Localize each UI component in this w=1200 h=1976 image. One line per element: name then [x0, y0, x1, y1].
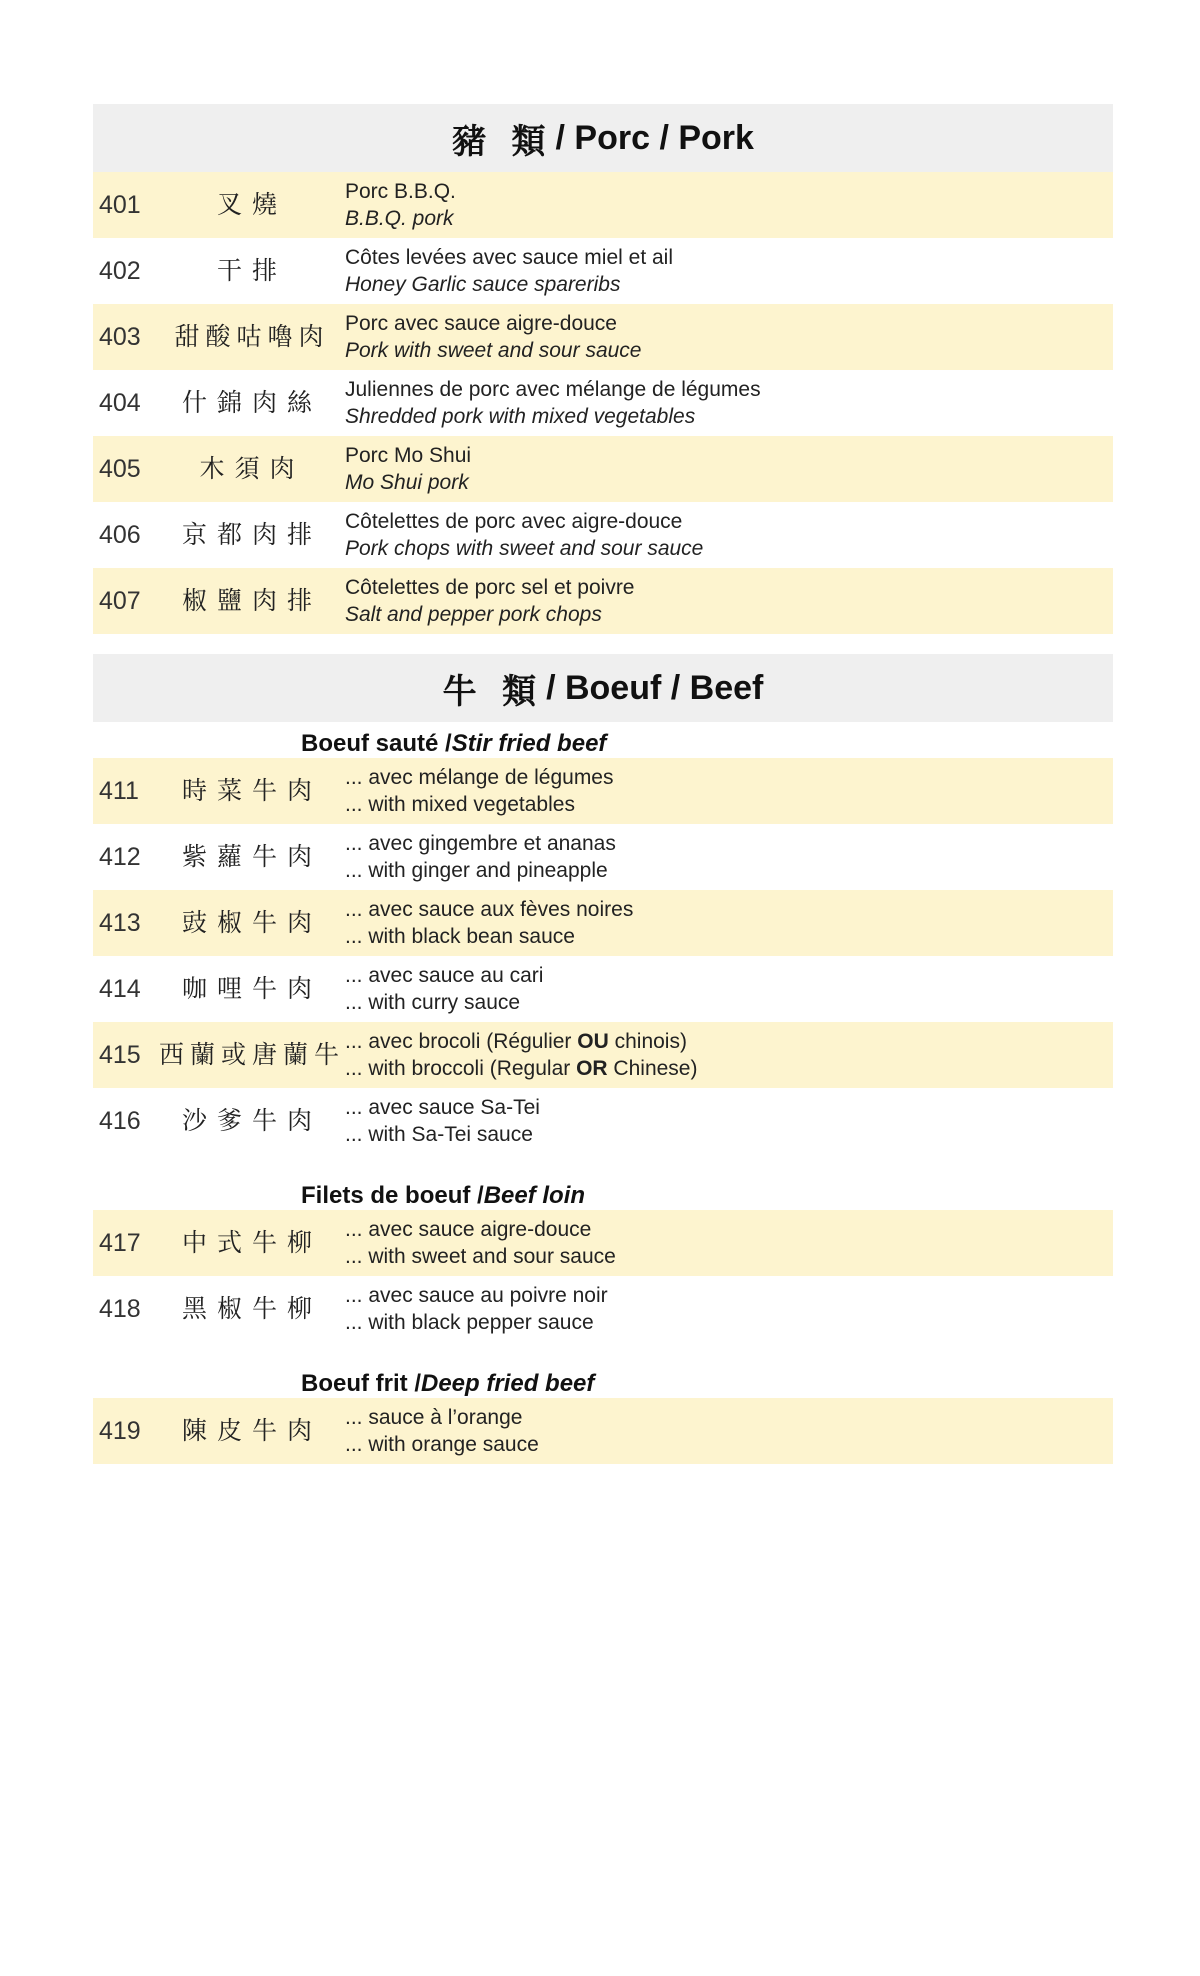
- item-name-cn: 紫蘿牛肉: [181, 841, 322, 871]
- item-name-en: ... with black pepper sauce: [345, 1311, 594, 1334]
- item-name-cn: 京都肉排: [181, 519, 322, 549]
- item-name-cn: 豉椒牛肉: [181, 907, 322, 937]
- item-number: 407: [99, 586, 141, 615]
- menu-item: [93, 758, 1113, 824]
- item-number: 404: [99, 388, 141, 417]
- item-name-cn: 叉燒: [216, 189, 287, 219]
- pork-section-header: [93, 104, 1113, 172]
- item-name-fr: Porc avec sauce aigre-douce: [345, 312, 617, 335]
- menu-item: [93, 502, 1113, 568]
- item-name-fr: Côtelettes de porc avec aigre-douce: [345, 510, 683, 533]
- item-description: [345, 764, 614, 818]
- item-description: [345, 1028, 697, 1082]
- item-description: [345, 896, 633, 950]
- item-name-cn: 陳皮牛肉: [181, 1415, 322, 1445]
- item-description: [345, 310, 641, 364]
- deep-fried-heading-en: Deep fried beef: [421, 1370, 595, 1397]
- item-name-cn: 干排: [216, 255, 287, 285]
- item-name-en: ... with curry sauce: [345, 991, 521, 1014]
- item-name-en: B.B.Q. pork: [345, 207, 454, 230]
- item-name-en-emphasis: OR: [576, 1057, 608, 1080]
- menu-item: [93, 304, 1113, 370]
- item-number: 402: [99, 256, 141, 285]
- item-name-fr: ... avec mélange de légumes: [345, 766, 614, 789]
- section-spacer: [93, 634, 1113, 654]
- beef-section-header: [93, 654, 1113, 722]
- item-number: 403: [99, 322, 141, 351]
- item-name-fr: ... avec gingembre et ananas: [345, 832, 616, 855]
- pork-title-cn: 豬 類: [452, 122, 554, 161]
- item-name-en: Mo Shui pork: [345, 471, 469, 494]
- item-number: 414: [99, 974, 141, 1003]
- item-number: 406: [99, 520, 141, 549]
- menu-item: [93, 568, 1113, 634]
- menu-item: [93, 1088, 1113, 1154]
- menu-item: [93, 824, 1113, 890]
- deep-fried-heading-fr: Boeuf frit /: [301, 1370, 421, 1397]
- beef-loin-heading: [93, 1174, 1113, 1210]
- subsection-spacer: [93, 1342, 1113, 1362]
- menu-item: [93, 436, 1113, 502]
- item-name-fr: [345, 1028, 697, 1055]
- item-description: [345, 376, 761, 430]
- beef-title: / Boeuf / Beef: [546, 668, 764, 707]
- item-number: 412: [99, 842, 141, 871]
- item-name-cn: 沙爹牛肉: [181, 1105, 322, 1135]
- item-name-fr: ... avec sauce au cari: [345, 964, 544, 987]
- item-description: [345, 442, 471, 496]
- item-name-en: Pork chops with sweet and sour sauce: [345, 537, 704, 560]
- item-description: [345, 1282, 608, 1336]
- item-name-fr: Côtelettes de porc sel et poivre: [345, 576, 635, 599]
- item-name-cn: 中式牛柳: [181, 1227, 322, 1257]
- item-name-en-part: Chinese): [607, 1057, 698, 1080]
- item-number: 418: [99, 1294, 141, 1323]
- item-name-en: ... with sweet and sour sauce: [345, 1245, 616, 1268]
- beef-title-cn: 牛 類: [442, 672, 545, 711]
- subsection-spacer: [93, 1154, 1113, 1174]
- item-name-fr: Côtes levées avec sauce miel et ail: [345, 246, 673, 269]
- item-name-fr: ... avec sauce Sa-Tei: [345, 1096, 540, 1119]
- item-description: [345, 574, 635, 628]
- item-name-fr: Juliennes de porc avec mélange de légumes: [345, 378, 761, 401]
- item-description: [345, 1404, 539, 1458]
- item-name-cn: 咖哩牛肉: [181, 973, 322, 1003]
- item-name-fr: Porc B.B.Q.: [345, 180, 456, 203]
- menu-page: [93, 104, 1113, 1464]
- item-name-en: Salt and pepper pork chops: [345, 603, 602, 626]
- item-name-en-part: ... with broccoli (Regular: [345, 1057, 577, 1080]
- stir-fried-heading: [93, 722, 1113, 758]
- item-name-fr: ... avec sauce aigre-douce: [345, 1218, 592, 1241]
- item-description: [345, 244, 673, 298]
- item-name-fr-part: chinois): [608, 1030, 687, 1053]
- beef-loin-heading-en: Beef loin: [483, 1182, 586, 1209]
- item-name-fr: ... avec sauce aux fèves noires: [345, 898, 634, 921]
- item-name-en: ... with black bean sauce: [345, 925, 575, 948]
- menu-item: [93, 172, 1113, 238]
- menu-item: [93, 238, 1113, 304]
- item-description: [345, 1094, 540, 1148]
- pork-title: / Porc / Pork: [555, 118, 754, 157]
- item-number: 415: [99, 1040, 141, 1069]
- item-name-en: Honey Garlic sauce spareribs: [345, 273, 621, 296]
- item-name-cn: 什錦肉絲: [181, 387, 322, 417]
- item-description: [345, 962, 543, 1016]
- item-name-en: [345, 1055, 697, 1082]
- menu-item: [93, 1276, 1113, 1342]
- item-name-en: ... with mixed vegetables: [345, 793, 575, 816]
- beef-loin-heading-fr: Filets de boeuf /: [301, 1182, 484, 1209]
- item-name-cn: 黑椒牛柳: [181, 1293, 322, 1323]
- item-description: [345, 508, 703, 562]
- item-name-cn: 木須肉: [199, 453, 305, 483]
- stir-fried-heading-fr: Boeuf sauté /: [301, 730, 452, 757]
- item-description: [345, 1216, 616, 1270]
- item-number: 411: [99, 776, 139, 805]
- item-name-fr-part: ... avec brocoli (Régulier: [345, 1030, 578, 1053]
- item-name-cn: 甜酸咕嚕肉: [174, 321, 330, 351]
- menu-item: [93, 956, 1113, 1022]
- item-name-cn: 西蘭或唐蘭牛: [159, 1039, 346, 1069]
- item-name-fr-emphasis: OU: [577, 1030, 609, 1053]
- item-description: [345, 178, 456, 232]
- item-number: 416: [99, 1106, 141, 1135]
- menu-item: [93, 890, 1113, 956]
- item-name-en: ... with ginger and pineapple: [345, 859, 608, 882]
- menu-item: [93, 1210, 1113, 1276]
- menu-item: [93, 1022, 1113, 1088]
- menu-item: [93, 370, 1113, 436]
- item-name-en: ... with Sa-Tei sauce: [345, 1123, 533, 1146]
- item-number: 417: [99, 1228, 141, 1257]
- item-name-en: Shredded pork with mixed vegetables: [345, 405, 696, 428]
- item-name-cn: 椒鹽肉排: [181, 585, 322, 615]
- item-name-fr: ... sauce à l’orange: [345, 1406, 523, 1429]
- item-name-cn: 時菜牛肉: [181, 775, 322, 805]
- item-name-en: Pork with sweet and sour sauce: [345, 339, 642, 362]
- item-number: 401: [99, 190, 141, 219]
- deep-fried-heading: [93, 1362, 1113, 1398]
- item-number: 419: [99, 1416, 141, 1445]
- item-name-en: ... with orange sauce: [345, 1433, 539, 1456]
- item-description: [345, 830, 616, 884]
- stir-fried-heading-en: Stir fried beef: [451, 730, 607, 757]
- item-number: 405: [99, 454, 141, 483]
- menu-item: [93, 1398, 1113, 1464]
- item-name-fr: ... avec sauce au poivre noir: [345, 1284, 608, 1307]
- item-number: 413: [99, 908, 141, 937]
- item-name-fr: Porc Mo Shui: [345, 444, 472, 467]
